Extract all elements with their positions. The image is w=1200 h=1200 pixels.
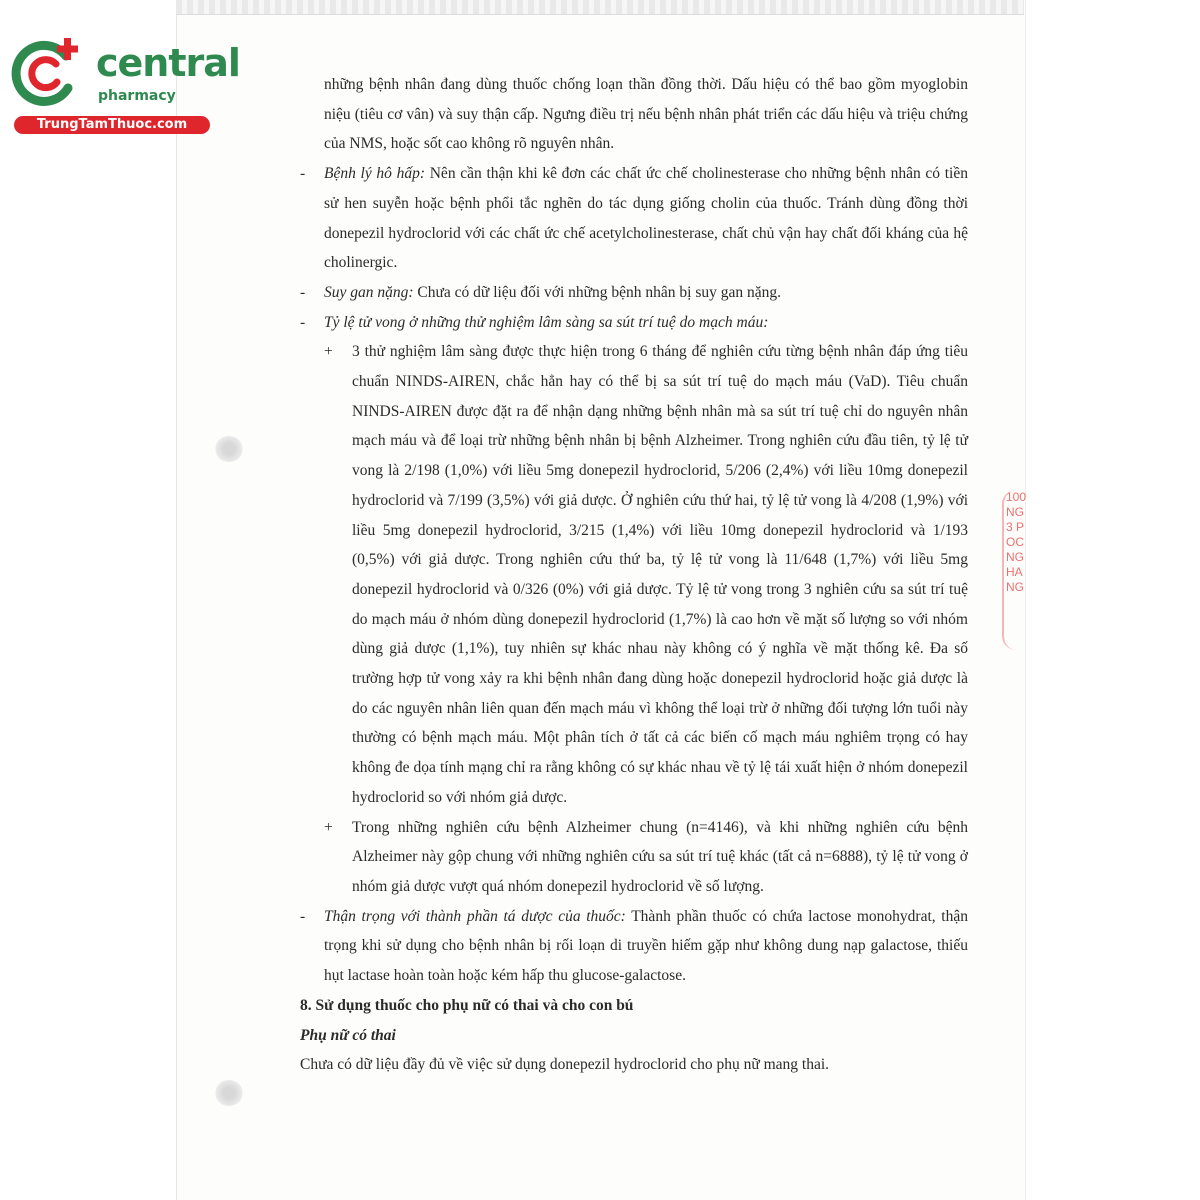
red-stamp: 100 NG 3 P OC NG HA NG [1002, 490, 1030, 650]
subitem-text: Trong những nghiên cứu bệnh Alzheimer chung (n=4146), và khi những nghiên cứu bệnh Alzheimer này gộp chung với những nghiên cứu sa sút trí tuệ khác (tất cả n=6888), tỷ lệ tử vong ở nhóm giả dược vượt quá nhóm donepezil hydroclorid về số lượng. [352, 818, 968, 895]
item-text: Nên cần thận khi kê đơn các chất ức chế cholinesterase cho những bệnh nhân có tiền sử hen suyễn hoặc bệnh phổi tắc nghẽn do tác dụng giống cholin của thuốc. Tránh dùng đồng thời donepezil hydroclorid với các chất ức chế acetylcholinesterase, chất chủ vận hay chất đối kháng của hệ cholinergic. [324, 165, 968, 272]
section-heading: 8. Sử dụng thuốc cho phụ nữ có thai và cho con bú [300, 996, 634, 1014]
bullet-dash: - [300, 907, 306, 925]
continued-paragraph: những bệnh nhân đang dùng thuốc chống loạn thần đồng thời. Dấu hiệu có thể bao gồm myoglobin niệu (tiêu cơ vân) và suy thận cấp. Ngưng điều trị nếu bệnh nhân phát triển các dấu hiệu và triệu chứng của NMS, hoặc sốt cao không rõ nguyên nhân. [324, 76, 968, 153]
bullet-plus: + [324, 343, 333, 361]
brand-website[interactable]: TrungTamThuoc.com [14, 116, 210, 134]
subitem-text: 3 thử nghiệm lâm sàng được thực hiện trong 6 tháng để nghiên cứu từng bệnh nhân đáp ứng tiêu chuẩn NINDS-AIREN, chắc hẳn hay có thể bị sa sút trí tuệ do mạch máu (VaD). Tiêu chuẩn NINDS-AIREN được đặt ra để nhận dạng những bệnh nhân mà sa sút trí tuệ chỉ do nguyên nhân mạch máu và để loại trừ những bệnh nhân bị bệnh Alzheimer. Trong nghiên cứu đầu tiên, tỷ lệ tử vong là 2/198 (1,0%) với liều 5mg donepezil hydroclorid, 5/206 (2,4%) với liều 10mg donepezil hydroclorid và 7/199 (3,5%) với giả dược. Ở nghiên cứu thứ hai, tỷ lệ tử vong là 4/208 (1,9%) với liều 5mg donepezil hydroclorid, 3/215 (1,4%) với liều 10mg donepezil hydroclorid và 1/193 (0,5%) với giả dược. Trong nghiên cứu thứ ba, tỷ lệ tử vong là 11/648 (1,7%) với liều 5mg donepezil hydroclorid và 0/326 (0%) với giả dược. Tỷ lệ tử vong trong 3 nghiên cứu sa sút trí tuệ do mạch máu ở nhóm dùng donepezil hydroclorid (1,7%) là cao hơn về mặt số lượng so với nhóm dùng giả dược (1,1%), tuy nhiên sự khác nhau này không có ý nghĩa về mặt thống kê. Đa số trường hợp tử vong xảy ra khi bệnh nhân đang dùng hoặc donepezil hydroclorid hoặc giả dược là do các nguyên nhân liên quan đến mạch máu vì không thể loại trừ ở những đối tượng lớn tuổi này thường có bệnh mạch máu. Một phân tích ở tất cả các biến cố mạch máu nghiêm trọng có hay không đe dọa tính mạng chỉ ra rằng không có sự khác nhau về tỷ lệ tái xuất hiện ở nhóm donepezil hydroclorid so với nhóm giả dược. [352, 343, 968, 806]
document-body [300, 70, 968, 1080]
scan-top-edge [176, 0, 1024, 15]
bullet-dash: - [300, 313, 306, 331]
brand-subtitle: pharmacy [98, 88, 176, 104]
item-title: Bệnh lý hô hấp: [324, 165, 426, 183]
item-title: Tỷ lệ tử vong ở những thử nghiệm lâm sàng sa sút trí tuệ do mạch máu: [324, 313, 769, 331]
mortality-item [300, 308, 968, 338]
punch-hole [215, 436, 243, 462]
bullet-dash: - [300, 165, 306, 183]
bullet-plus: + [324, 818, 333, 836]
brand-name: central [96, 41, 240, 85]
bullet-dash: - [300, 283, 306, 301]
respiratory-item [300, 159, 968, 278]
item-title: Thận trọng với thành phần tá dược của thuốc: [324, 907, 626, 925]
liver-item [300, 278, 968, 308]
excipient-item [300, 902, 968, 991]
item-text: Thành phần thuốc có chứa lactose monohydrat, thận trọng khi sử dụng cho bệnh nhân bị rối loạn di truyền hiếm gặp như không dung nạp galactose, thiếu hụt lactase hoàn toàn hoặc kém hấp thu glucose-galactose. [324, 907, 968, 985]
item-title: Suy gan nặng: [324, 283, 414, 301]
pregnancy-paragraph: Chưa có dữ liệu đầy đủ về việc sử dụng donepezil hydroclorid cho phụ nữ mang thai. [300, 1056, 830, 1074]
mortality-subitem [300, 813, 968, 902]
item-text: Chưa có dữ liệu đối với những bệnh nhân bị suy gan nặng. [413, 283, 782, 301]
punch-hole [215, 1080, 243, 1106]
central-pharmacy-logo[interactable] [10, 38, 240, 138]
pharmacy-cross-icon [10, 38, 82, 108]
subsection-heading: Phụ nữ có thai [300, 1026, 396, 1044]
mortality-subitem [300, 337, 968, 812]
